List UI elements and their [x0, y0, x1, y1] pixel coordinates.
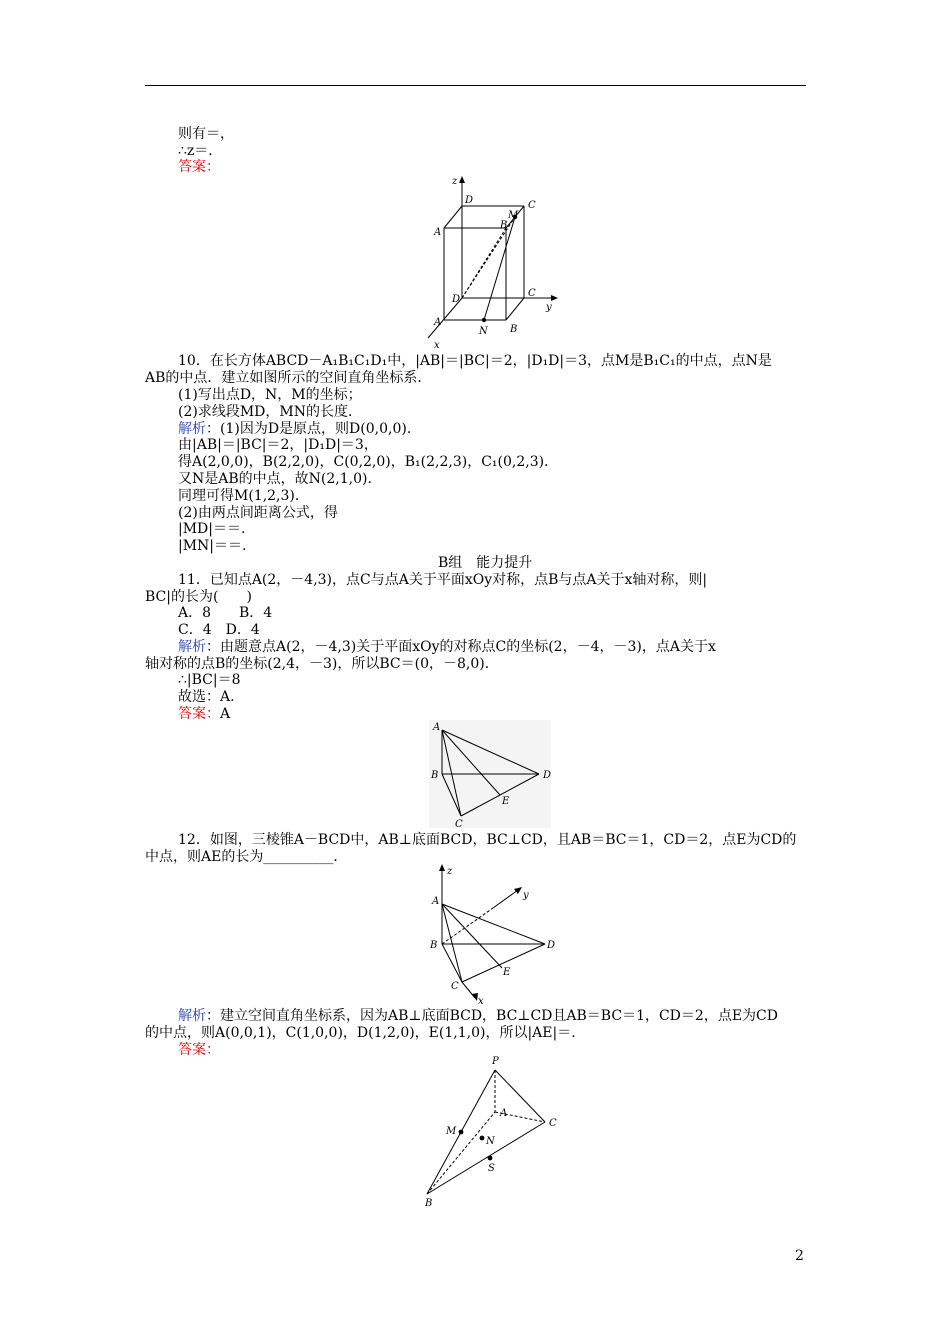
q10-line-1: 10．在长方体ABCD－A₁B₁C₁D₁中，|AB|＝|BC|＝2，|D₁D|＝3，点M是B₁C₁的中点，点N是: [178, 353, 772, 369]
fig3-A: A: [432, 896, 440, 907]
fig1-z: z: [452, 176, 458, 187]
q10-line-4: (2)求线段MD，MN的长度．: [178, 404, 362, 420]
fig2-C: C: [455, 819, 463, 830]
fig4-A: A: [500, 1108, 508, 1119]
q12-line-2: 中点，则AE的长为__________．: [145, 849, 348, 865]
fig4-N: N: [486, 1136, 495, 1147]
fig3-D: D: [547, 940, 556, 951]
fig1-D1: D: [465, 195, 474, 206]
q10-solution-7: |MD|＝＝.: [178, 521, 246, 537]
fig2-B: B: [431, 770, 439, 781]
q11-solution-3: ∴|BC|＝8: [178, 672, 241, 688]
fig1-C1: C: [528, 200, 536, 211]
fig1-B: B: [510, 324, 518, 335]
fig1-N: N: [479, 326, 488, 337]
q11-jiexi-label: 解析: [178, 639, 206, 655]
fig2-D: D: [543, 770, 552, 781]
fig3-E: E: [503, 967, 511, 978]
fig3-C: C: [451, 981, 459, 992]
fig4-B: B: [425, 1198, 433, 1209]
q12-answer-label: 答案：: [178, 1042, 220, 1058]
page-number: 2: [795, 1248, 804, 1264]
fig1-A1: A: [434, 227, 442, 238]
answer-label-1: 答案：: [178, 159, 220, 175]
q12-jiexi-label: 解析: [178, 1008, 206, 1024]
q11-solution-4: 故选：A.: [178, 689, 235, 705]
q10-solution-4: 又N是AB的中点，故N(2,1,0)．: [178, 471, 382, 487]
q11-line-1: 11．已知点A(2，－4,3)，点C与点A关于平面xOy对称，点B与点A关于x轴对称，则|: [178, 572, 708, 588]
q11-solution-1: 解析：由题意点A(2，－4,3)关于平面xOy的对称点C的坐标(2，－4，－3)，点A关于x: [178, 639, 716, 655]
q11-options-1: A．8 B．4: [178, 605, 273, 621]
q11-solution-2: 轴对称的点B的坐标(2,4，－3)，所以BC＝(0，－8,0)．: [145, 656, 499, 672]
header-rule: [145, 85, 806, 86]
q10-solution-1: 解析：(1)因为D是原点，则D(0,0,0)．: [178, 421, 421, 437]
fig1-x: x: [434, 340, 440, 351]
fig3-y: y: [523, 890, 529, 901]
fig3-z: z: [447, 866, 453, 877]
q10-solution-3: 得A(2,0,0)，B(2,2,0)，C(0,2,0)，B₁(2,2,3)，C₁(0,2,3)．: [178, 454, 559, 470]
q10-solution-8: |MN|＝＝.: [178, 538, 247, 554]
fig4-M: M: [446, 1126, 457, 1137]
fig1-D: D: [452, 294, 461, 305]
q10-solution-6: (2)由两点间距离公式，得: [178, 505, 338, 521]
q10-line-2: AB的中点．建立如图所示的空间直角坐标系．: [145, 370, 432, 386]
q11-options-2: C．4 D．4: [178, 622, 260, 638]
section-heading-group-b: B组 能力提升: [438, 555, 533, 571]
fig3-x: x: [478, 996, 484, 1007]
fig1-C: C: [528, 288, 536, 299]
figure-pyramid: [415, 1052, 575, 1212]
fig3-B: B: [430, 940, 438, 951]
q11-answer: 答案：A: [178, 706, 231, 722]
q10-line-3: (1)写出点D，N，M的坐标；: [178, 387, 362, 403]
intro-line-1: 则有＝，: [178, 126, 234, 142]
fig2-E: E: [502, 796, 510, 807]
fig4-P: P: [492, 1056, 499, 1067]
q12-line-1: 12．如图，三棱锥A－BCD中，AB⊥底面BCD，BC⊥CD，且AB＝BC＝1，CD＝2，点E为CD的: [178, 832, 797, 848]
q10-solution-5: 同理可得M(1,2,3)．: [178, 488, 309, 504]
figure-cuboid: [420, 170, 570, 352]
q11-line-2: BC|的长为( ): [145, 589, 252, 605]
fig1-A: A: [434, 317, 442, 328]
figure-tetrahedron: [425, 718, 555, 830]
fig4-C: C: [549, 1118, 557, 1129]
q12-solution-2: 的中点，则A(0,0,1)，C(1,0,0)，D(1,2,0)，E(1,1,0)，所以|AE|＝.: [145, 1025, 576, 1041]
q10-solution-2: 由|AB|＝|BC|＝2，|D₁D|＝3，: [178, 437, 378, 453]
fig2-A: A: [433, 722, 441, 733]
q10-jiexi-label: 解析: [178, 421, 206, 437]
figure-tetrahedron-axes: [425, 860, 560, 1008]
fig1-M: M: [508, 210, 519, 221]
intro-line-2: ∴z＝.: [178, 143, 213, 159]
q12-solution-1: 解析：建立空间直角坐标系，因为AB⊥底面BCD，BC⊥CD且AB＝BC＝1，CD＝2，点E为CD: [178, 1008, 778, 1024]
fig4-S: S: [488, 1163, 495, 1174]
fig1-y: y: [546, 302, 552, 313]
fig1-B1: B: [500, 220, 508, 231]
